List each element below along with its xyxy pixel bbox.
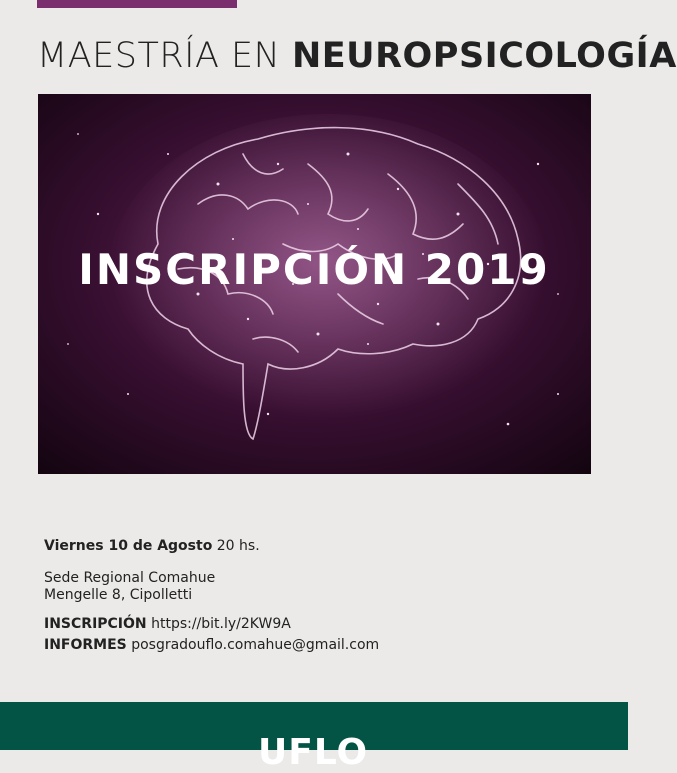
brain-illustration xyxy=(38,94,591,474)
accent-bar xyxy=(37,0,237,8)
venue-line-1: Sede Regional Comahue xyxy=(44,570,216,586)
title-bold: NEUROPSICOLOGÍA xyxy=(291,36,677,76)
info-line xyxy=(44,637,379,654)
venue-line-2: Mengelle 8, Cipolletti xyxy=(44,587,193,603)
info-email[interactable]: posgradouflo.comahue@gmail.com xyxy=(126,637,380,653)
event-date-line xyxy=(44,538,379,555)
hero-headline: INSCRIPCIÓN 2019 xyxy=(78,245,550,294)
inscription-link[interactable]: https://bit.ly/2KW9A xyxy=(146,616,291,632)
event-time: 20 hs. xyxy=(212,538,260,554)
title-light: MAESTRÍA EN xyxy=(37,36,292,76)
footer-bar xyxy=(0,702,628,773)
uflo-logo: UFLO xyxy=(258,732,369,773)
info-label: INFORMES xyxy=(44,637,127,653)
page-title xyxy=(37,34,677,78)
hero-image xyxy=(38,94,591,474)
inscription-line xyxy=(44,616,379,633)
inscription-label: INSCRIPCIÓN xyxy=(44,616,147,632)
event-date: Viernes 10 de Agosto xyxy=(44,538,213,554)
event-info xyxy=(44,538,379,654)
